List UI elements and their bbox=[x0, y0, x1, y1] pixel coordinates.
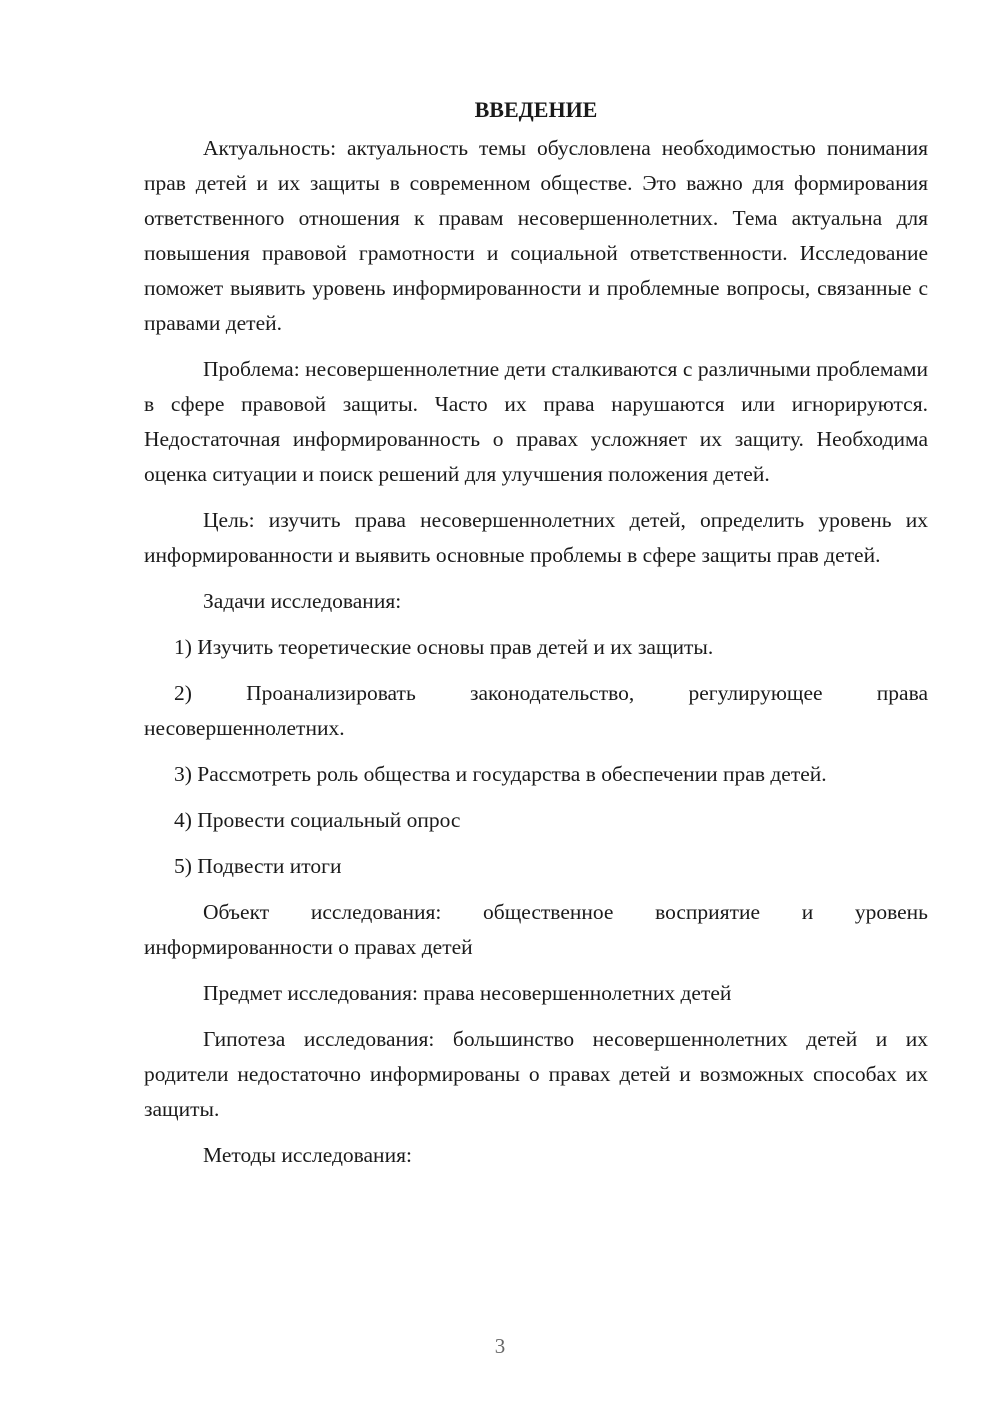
object-paragraph: Объект исследования: общественное восприятие и уровень информированности о правах детей bbox=[144, 900, 928, 959]
task-item-4: 4) Провести социальный опрос bbox=[174, 808, 461, 832]
document-page bbox=[144, 92, 928, 1184]
tasks-heading: Задачи исследования: bbox=[203, 589, 402, 613]
subject-paragraph: Предмет исследования: права несовершеннолетних детей bbox=[203, 981, 732, 1005]
relevance-paragraph: Актуальность: актуальность темы обусловлена необходимостью понимания прав детей и их защиты в современном обществе. Это важно для формирования ответственного отношения к правам несовершеннолетних. Тема актуальна для повышения правовой грамотности и социальной ответственности. Исследование поможет выявить уровень информированности и проблемные вопросы, связанные с правами детей. bbox=[144, 136, 928, 335]
task-item-2: 2) Проанализировать законодательство, регулирующее права несовершеннолетних. bbox=[144, 681, 928, 740]
task-item-3: 3) Рассмотреть роль общества и государства в обеспечении прав детей. bbox=[174, 762, 827, 786]
page-number: 3 bbox=[494, 1334, 506, 1358]
section-title: ВВЕДЕНИЕ bbox=[474, 97, 598, 122]
problem-paragraph: Проблема: несовершеннолетние дети сталкиваются с различными проблемами в сфере правовой защиты. Часто их права нарушаются или игнорируются. Недостаточная информированность о правах усложняет их защиту. Необходима оценка ситуации и поиск решений для улучшения положения детей. bbox=[144, 357, 928, 486]
task-item-5: 5) Подвести итоги bbox=[174, 854, 342, 878]
task-item-1: 1) Изучить теоретические основы прав детей и их защиты. bbox=[174, 635, 714, 659]
hypothesis-paragraph: Гипотеза исследования: большинство несовершеннолетних детей и их родители недостаточно информированы о правах детей и возможных способах их защиты. bbox=[144, 1027, 928, 1121]
goal-paragraph: Цель: изучить права несовершеннолетних детей, определить уровень их информированности и выявить основные проблемы в сфере защиты прав детей. bbox=[144, 508, 928, 567]
methods-heading: Методы исследования: bbox=[203, 1143, 412, 1167]
